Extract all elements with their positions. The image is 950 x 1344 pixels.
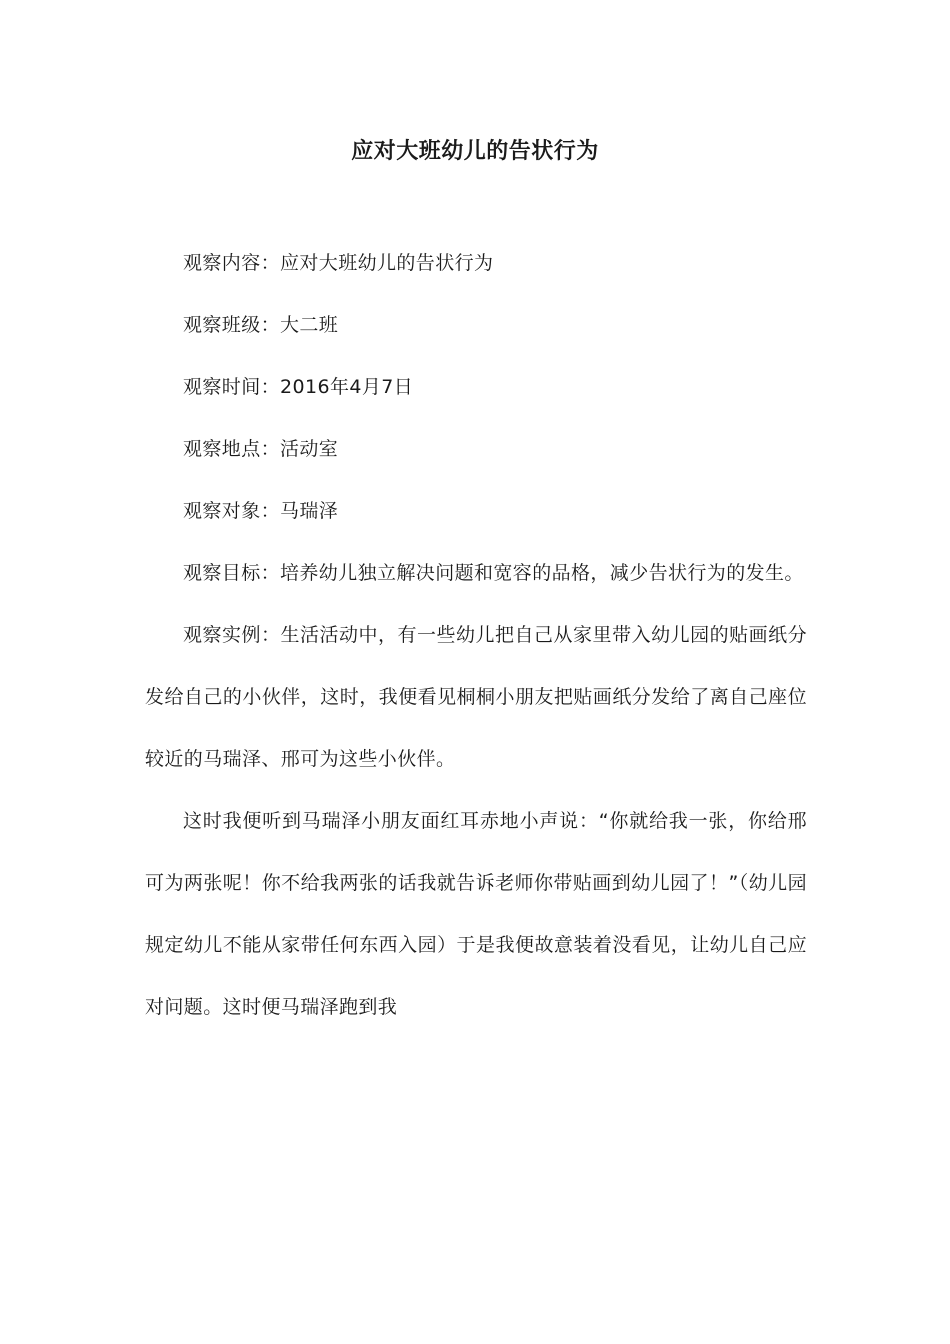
paragraph-observation-time: 观察时间：2016年4月7日 <box>183 376 414 398</box>
document-body <box>145 232 807 1038</box>
paragraph-observation-example: 观察实例：生活活动中，有一些幼儿把自己从家里带入幼儿园的贴画纸分发给自己的小伙伴，这时，我便看见桐桐小朋友把贴画纸分发给了离自己座位较近的马瑞泽、邢可为这些小伙伴。 <box>145 624 807 770</box>
paragraph-observation-subject: 观察对象：马瑞泽 <box>183 500 339 522</box>
paragraph-observation-location: 观察地点：活动室 <box>183 438 339 460</box>
paragraph-narrative: 这时我便听到马瑞泽小朋友面红耳赤地小声说：“你就给我一张，你给邢可为两张呢！你不给我两张的话我就告诉老师你带贴画到幼儿园了！”（幼儿园规定幼儿不能从家带任何东西入园）于是我便故意装着没看见，让幼儿自己应对问题。这时便马瑞泽跑到我 <box>145 810 807 1018</box>
paragraph-observation-content: 观察内容：应对大班幼儿的告状行为 <box>183 252 494 274</box>
document-title: 应对大班幼儿的告状行为 <box>351 139 599 164</box>
paragraph-observation-class: 观察班级：大二班 <box>183 314 339 336</box>
paragraph-observation-goal: 观察目标：培养幼儿独立解决问题和宽容的品格，减少告状行为的发生。 <box>183 562 804 584</box>
